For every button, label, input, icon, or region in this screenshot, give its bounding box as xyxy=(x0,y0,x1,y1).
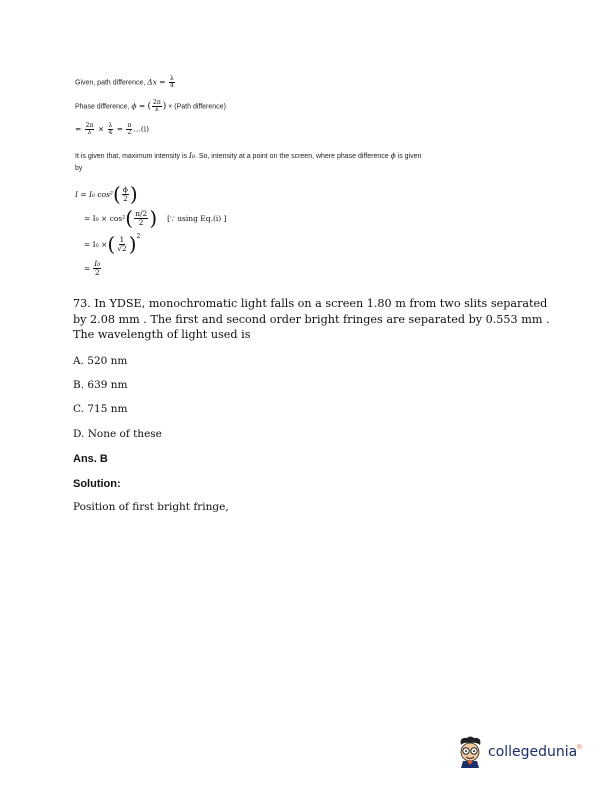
phase-eval-line: = $\frac{2\pi}{\lambda}$ × $\frac{\lambda}{4}$ = $\frac{\pi}{2}$ …(i) xyxy=(75,122,150,136)
phase-eval-frac1: $\frac{2\pi}{\lambda}$ xyxy=(85,122,94,136)
equation-4: = $\frac{\text{I₀}}{2}$ xyxy=(84,259,101,277)
phase-var: ϕ xyxy=(131,101,137,111)
question-73 xyxy=(73,296,573,343)
phase-eval-frac3: $\frac{\pi}{2}$ xyxy=(127,122,132,136)
question-line-1: 73. In YDSE, monochromatic light falls on a screen 1.80 m from two slits separated xyxy=(73,297,548,310)
phase-fraction: $\frac{2\pi}{\lambda}$ xyxy=(153,99,161,113)
question-line-3: The wavelength of light used is xyxy=(73,328,251,341)
equation-1: I = I₀ cos² ( $\frac{\phi}{2}$ ) xyxy=(75,182,138,206)
eq4-fraction: $\frac{\text{I₀}}{2}$ xyxy=(94,259,101,277)
phase-text: Phase difference, xyxy=(75,103,132,111)
intensity-paragraph: It is given that, maximum intensity is I₀. So, intensity at a point on the screen, where phase difference ϕ is given by xyxy=(75,151,422,172)
given-text: Given, path difference, xyxy=(75,79,148,87)
given-line xyxy=(75,76,176,89)
given-var: Δx xyxy=(147,77,157,87)
phase-eq: = xyxy=(136,101,148,111)
solution-text: Position of first bright fringe, xyxy=(73,501,229,513)
eq-tag: …(i) xyxy=(133,124,150,134)
phase-suffix: × (Path difference) xyxy=(166,103,226,111)
phase-eval-frac2: $\frac{\lambda}{4}$ xyxy=(108,122,113,136)
option-b: B. 639 nm xyxy=(73,379,128,391)
option-d: D. None of these xyxy=(73,428,162,440)
eq3-exponent: 2 xyxy=(136,232,141,240)
mascot-icon xyxy=(455,735,485,769)
equation-3: = I₀ × ( $\frac{1}{√2}$ ) $^2$ xyxy=(84,232,141,256)
question-line-2: by 2.08 mm . The first and second order bright fringes are separated by 0.553 mm . xyxy=(73,312,550,326)
option-a: A. 520 nm xyxy=(73,355,128,367)
option-c: C. 715 nm xyxy=(73,403,128,415)
logo-text: collegedunia xyxy=(488,744,578,760)
equation-2: = I₀ × cos² ( $\frac{\pi/2}{2}$ ) [∵ using Eq.(i) ] xyxy=(84,206,227,230)
eq1-fraction: $\frac{\phi}{2}$ xyxy=(122,185,128,203)
eq3-fraction: $\frac{1}{√2}$ xyxy=(117,235,127,253)
answer-label: Ans. B xyxy=(73,453,108,465)
given-fraction: $\frac{\lambda}{4}$ xyxy=(169,75,174,89)
eq2-fraction: $\frac{\pi/2}{2}$ xyxy=(135,209,148,227)
collegedunia-logo xyxy=(455,735,582,769)
logo-registered-mark: ® xyxy=(577,745,582,751)
given-eq: = xyxy=(156,77,168,87)
eq2-note: [∵ using Eq.(i) ] xyxy=(167,213,227,223)
solution-label: Solution: xyxy=(73,478,121,490)
phase-line: Phase difference, ϕ = ( $\frac{2\pi}{\lambda}$ ) × (Path difference) xyxy=(75,99,226,113)
